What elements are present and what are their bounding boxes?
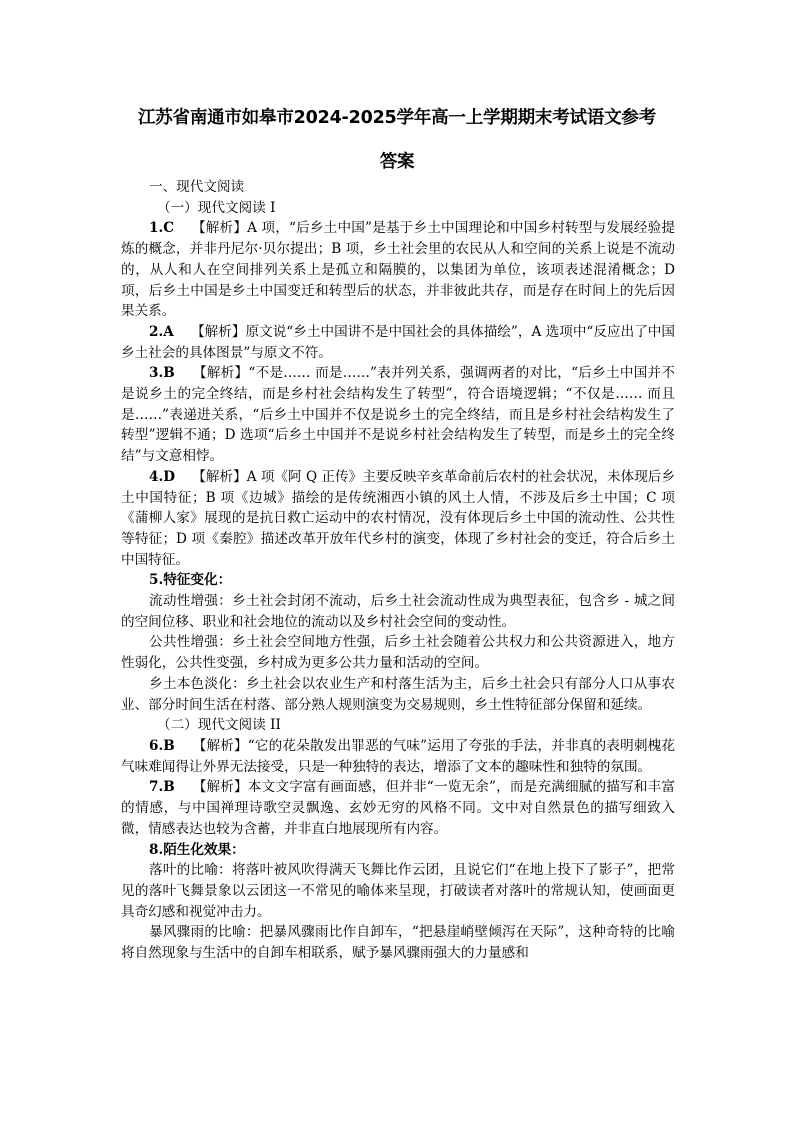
- answer-item-6: [121, 736, 675, 777]
- answer-number: 8.陌生化效果：: [149, 841, 245, 858]
- answer-text: 【解析】原文说“乡土中国讲不是中国社会的具体描绘”，A 选项中“反应出了中国乡土社会的具体图景”与原文不符。: [121, 323, 675, 361]
- answer-point: 流动性增强：乡土社会封闭不流动，后乡土社会流动性成为典型表征，包含乡 - 城之间的空间位移、职业和社会地位的流动以及乡村社会空间的变动性。: [121, 593, 675, 630]
- answer-number: 2.A: [149, 323, 174, 340]
- page-title-continued: 答案: [379, 152, 415, 172]
- answer-number: 5.特征变化：: [149, 572, 232, 589]
- answer-item-3: [121, 363, 675, 467]
- answer-number: 6.B: [149, 737, 175, 754]
- answer-point: 落叶的比喻：将落叶被风吹得满天飞舞比作云团，且说它们“在地上投下了影子”，把常见的落叶飞舞景象以云团这一不常见的喻体来呈现，打破读者对落叶的常规认知，使画面更具奇幻感和视觉冲击力。: [121, 862, 675, 920]
- answer-item-8: [121, 840, 675, 861]
- answer-point: 乡土本色淡化：乡土社会以农业生产和村落生活为主，后乡土社会只有部分人口从事农业、部分时间生活在村落、部分熟人规则演变为交易规则，乡土性特征部分保留和延续。: [121, 675, 675, 713]
- page-title: 江苏省南通市如皋市2024-2025学年高一上学期期末考试语文参考: [137, 108, 657, 128]
- answer-item-2: [121, 322, 675, 363]
- answer-text: 【解析】A 项《阿 Q 正传》主要反映辛亥革命前后农村的社会状况，未体现后乡土中国特征；B 项《边城》描绘的是传统湘西小镇的风土人情，不涉及后乡土中国；C 项《蒲柳人家》展现的是抗日救亡运动中的农村情况，没有体现后乡土中国的流动性、公共性等特征；D 项《秦腔》描述改革开放年代乡村的演变，体现了乡村社会的变迁，符合后乡土中国特征。: [121, 468, 675, 568]
- answer-item-1: [121, 218, 675, 322]
- answer-item-4: [121, 467, 675, 571]
- subsection-heading: （一）现代文阅读 I: [157, 199, 276, 216]
- answer-number: 3.B: [149, 365, 175, 382]
- answer-point: 暴风骤雨的比喻：把暴风骤雨比作自卸车，“把悬崖峭壁倾泻在天际”，这种奇特的比喻将自然现象与生活中的自卸车相联系，赋予暴风骤雨强大的力量感和: [121, 924, 675, 962]
- answer-text: 【解析】A 项，“后乡土中国”是基于乡土中国理论和中国乡村转型与发展经验提炼的概念，并非丹尼尔·贝尔提出；B 项，乡土社会里的农民从人和空间的关系上说是不流动的，从人和人在空间排列关系上是孤立和隔膜的，以集团为单位，该项表述混淆概念；D 项，后乡土中国是乡土中国变迁和转型后的状态，并非彼此共存，而是存在时间上的先后因果关系。: [121, 220, 675, 320]
- answer-text: 【解析】本文文字富有画面感，但并非“一览无余”，而是充满细腻的描写和丰富的情感，与中国禅理诗歌空灵飘逸、玄妙无穷的风格不同。文中对自然景色的描写细致入微，情感表达也较为含蓄，并非直白地展现所有内容。: [121, 779, 675, 837]
- answer-number: 4.D: [149, 468, 175, 485]
- section-heading: 一、现代文阅读: [149, 179, 245, 195]
- answer-point: 公共性增强：乡土社会空间地方性强，后乡土社会随着公共权力和公共资源进入，地方性弱化，公共性变强，乡村成为更多公共力量和活动的空间。: [121, 634, 675, 672]
- answer-text: 【解析】“它的花朵散发出罪恶的气味”运用了夸张的手法，并非真的表明刺槐花气味难闻得让外界无法接受，只是一种独特的表达，增添了文本的趣味性和独特的氛围。: [121, 737, 675, 775]
- subsection-heading: （二）现代文阅读 II: [157, 717, 281, 734]
- answer-number: 1.C: [149, 220, 175, 237]
- answer-text: 【解析】“不是…… 而是……”表并列关系，强调两者的对比，“后乡土中国并不是说乡土的完全终结，而是乡村社会结构发生了转型”，符合语境逻辑；“不仅是…… 而且是……”表递进关系，“后乡土中国并不仅是说乡土的完全终结，而且是乡村社会结构发生了转型”逻辑不通；D 选项“后乡土中国并不是说乡村社会结构发生了转型，而是乡土的完全终结”与文意相悖。: [121, 365, 675, 465]
- answer-item-7: [121, 777, 675, 839]
- answer-number: 7.B: [149, 779, 175, 796]
- answer-item-5: [121, 570, 675, 591]
- answer-body: [121, 177, 675, 964]
